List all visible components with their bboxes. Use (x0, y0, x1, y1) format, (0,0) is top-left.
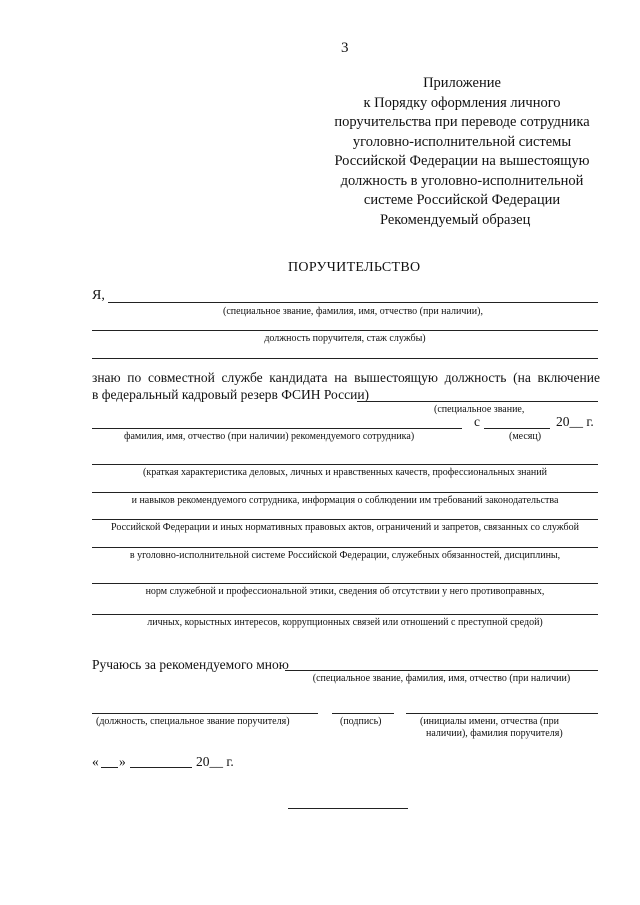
caption-vouch: (специальное звание, фамилия, имя, отчество (при наличии) (312, 673, 571, 684)
caption-rank-name: (специальное звание, фамилия, имя, отчество (при наличии), (223, 306, 483, 317)
date-quote-open: « (92, 754, 99, 769)
characteristic-line-4[interactable] (92, 547, 598, 548)
since-label: с (474, 414, 480, 429)
date-quote-close: » (119, 754, 126, 769)
guarantor-name-field[interactable] (108, 302, 598, 303)
vouch-field[interactable] (285, 670, 598, 671)
document-title: ПОРУЧИТЕЛЬСТВО (288, 260, 421, 275)
appendix-block (318, 74, 606, 211)
month-field[interactable] (484, 428, 550, 429)
appendix-line: уголовно-исполнительной системы (352, 133, 572, 150)
characteristic-line-6[interactable] (92, 614, 598, 615)
characteristic-caption: Российской Федерации и иных нормативных правовых актов, ограничений и запретов, связанных со службой (111, 522, 579, 533)
signature-position-field[interactable] (92, 713, 318, 714)
characteristic-line-3[interactable] (92, 519, 598, 520)
signature-field[interactable] (332, 713, 394, 714)
caption-rank-2: (специальное звание, (434, 404, 525, 415)
closing-divider (288, 808, 408, 809)
appendix-line: должность в уголовно-исполнительной (340, 172, 584, 189)
caption-month: (месяц) (509, 431, 542, 442)
year-label: 20__ г. (556, 414, 594, 429)
caption-sig-initials-2: наличии), фамилия поручителя) (426, 728, 563, 739)
i-label: Я, (92, 288, 105, 303)
vouch-text: Ручаюсь за рекомендуемого мною (92, 657, 289, 672)
characteristic-caption: личных, корыстных интересов, коррупционных связей или отношений с преступной средой) (147, 617, 543, 628)
appendix-line: к Порядку оформления личного (363, 94, 561, 111)
know-text: знаю по совместной службе кандидата на вышестоящую должность (на включение (92, 370, 600, 385)
caption-sig-position: (должность, специальное звание поручителя) (96, 716, 290, 727)
characteristic-caption: норм служебной и профессиональной этики, сведения об отсутствии у него противоправных, (145, 586, 545, 597)
caption-sig-signature: (подпись) (340, 716, 382, 727)
sample-label: Рекомендуемый образец (380, 212, 531, 228)
date-day-field[interactable] (101, 767, 118, 768)
guarantor-extra-field[interactable] (92, 358, 598, 359)
caption-position: должность поручителя, стаж службы) (264, 333, 426, 344)
signature-initials-field[interactable] (406, 713, 598, 714)
appendix-line: Российской Федерации на вышестоящую (334, 153, 590, 169)
appendix-line: поручительства при переводе сотрудника (334, 114, 590, 130)
characteristic-caption: (краткая характеристика деловых, личных и нравственных качеств, профессиональных знаний (143, 467, 547, 478)
characteristic-caption: в уголовно-исполнительной системе Российской Федерации, служебных обязанностей, дисциплины, (129, 550, 561, 561)
candidate-rank-field[interactable] (357, 401, 598, 402)
characteristic-line-1[interactable] (92, 464, 598, 465)
characteristic-caption: и навыков рекомендуемого сотрудника, информация о соблюдении им требований законодательства (131, 495, 559, 506)
reserve-text: в федеральный кадровый резерв ФСИН России) (92, 387, 370, 402)
candidate-name-field[interactable] (92, 428, 462, 429)
caption-candidate-name: фамилия, имя, отчество (при наличии) рекомендуемого сотрудника) (124, 431, 415, 442)
page-number: 3 (341, 40, 349, 56)
appendix-title: Приложение (423, 75, 501, 91)
caption-sig-initials-1: (инициалы имени, отчества (при (420, 716, 559, 727)
guarantor-info-field[interactable] (92, 330, 598, 331)
date-year: 20__ г. (196, 754, 234, 769)
characteristic-line-2[interactable] (92, 492, 598, 493)
date-month-field[interactable] (130, 767, 192, 768)
appendix-line: системе Российской Федерации (363, 192, 561, 208)
characteristic-line-5[interactable] (92, 583, 598, 584)
